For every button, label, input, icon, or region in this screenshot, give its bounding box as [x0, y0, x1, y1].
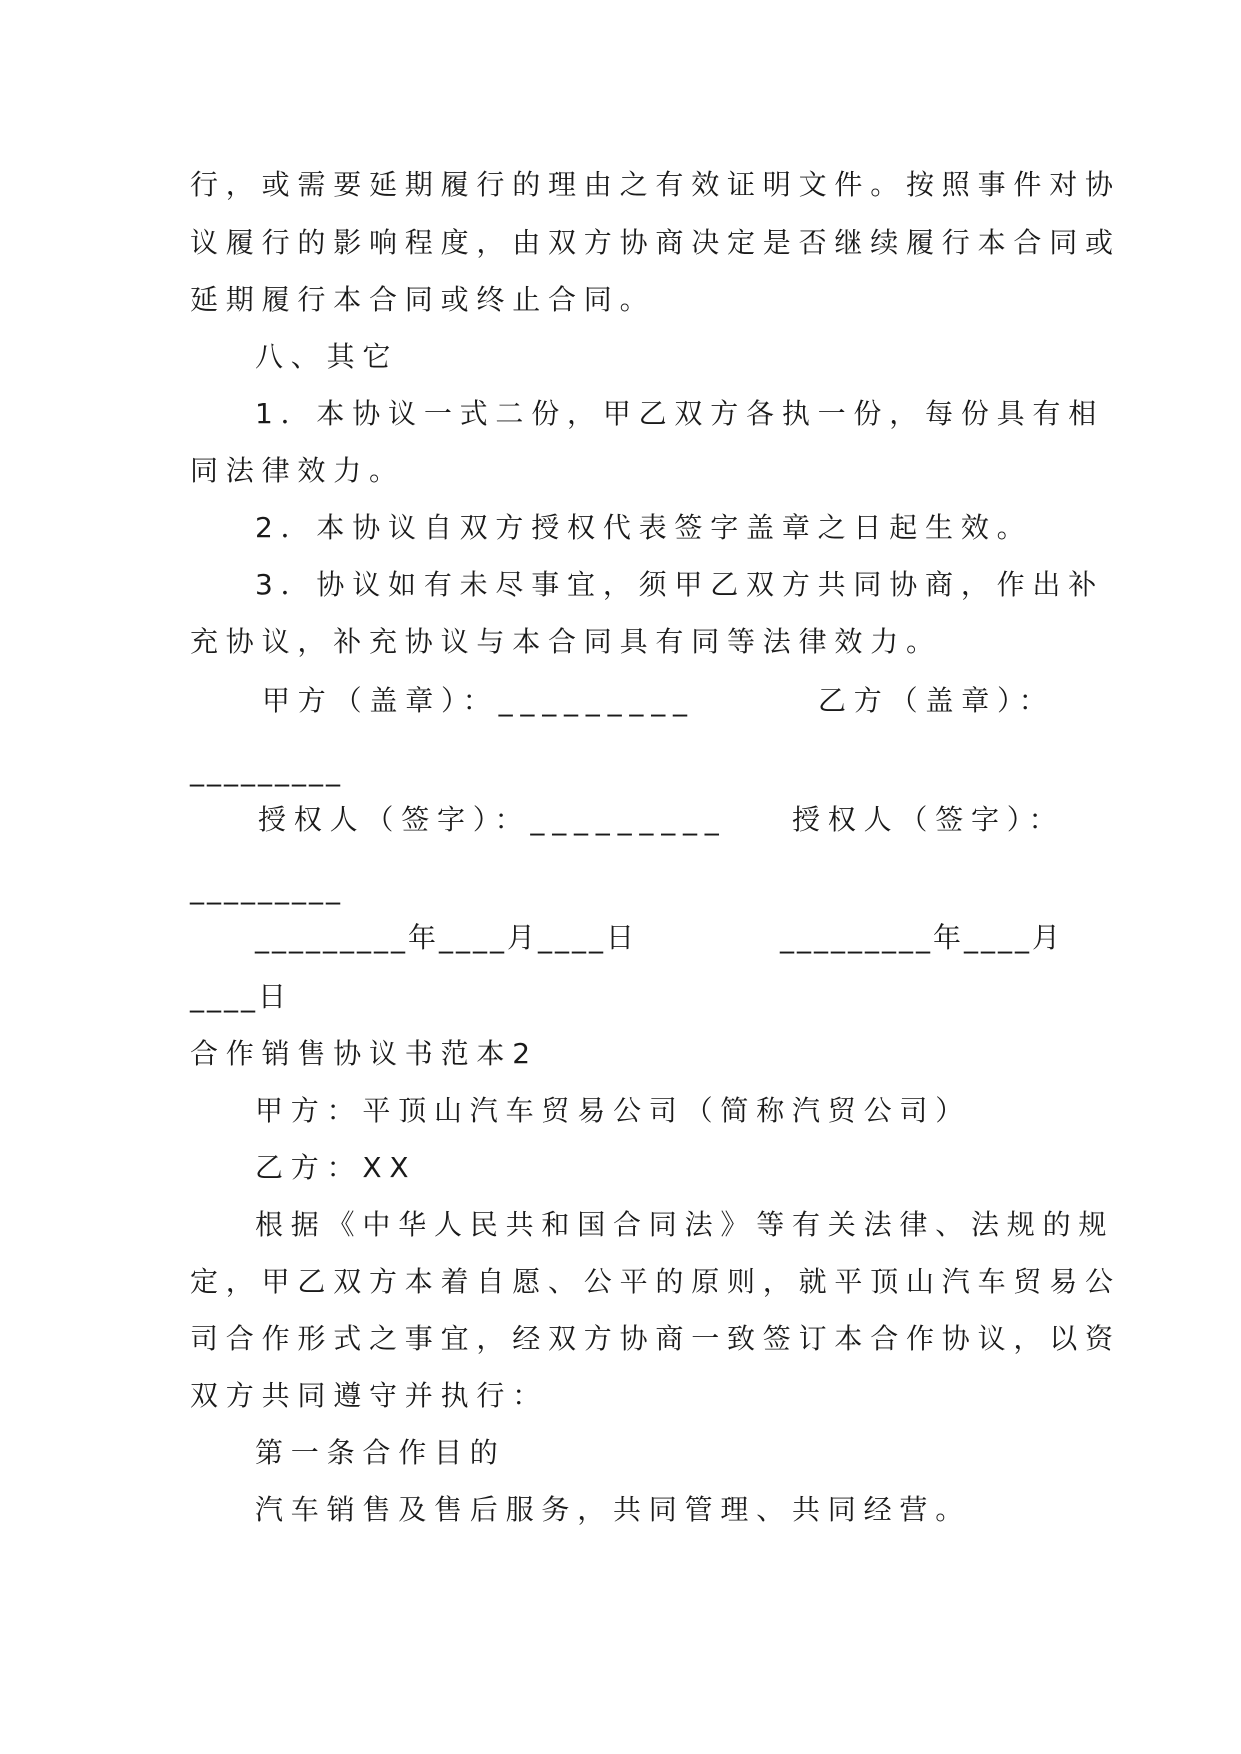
signature-date-day: ____日: [190, 980, 290, 1013]
clause-line: 充协议，补充协议与本合同具有同等法律效力。: [190, 625, 942, 658]
preamble-line: 定，甲乙双方本着自愿、公平的原则，就平顶山汽车贸易公: [190, 1265, 1121, 1298]
preamble-line: 根据《中华人民共和国合同法》等有关法律、法规的规: [255, 1208, 1115, 1241]
paragraph-line: 延期履行本合同或终止合同。: [190, 283, 656, 316]
document-title: 合作销售协议书范本2: [190, 1037, 538, 1070]
preamble-line: 司合作形式之事宜，经双方协商一致签订本合作协议，以资: [190, 1322, 1121, 1355]
article-body: 汽车销售及售后服务，共同管理、共同经营。: [255, 1493, 972, 1526]
clause-line: 3．协议如有未尽事宜，须甲乙双方共同协商，作出补: [255, 568, 1105, 601]
signature-blank: _________: [190, 754, 343, 787]
signature-date-b: _________年____月: [780, 921, 1064, 954]
party-b-line: 乙方：XX: [255, 1151, 417, 1184]
signature-party-b-seal: 乙方（盖章）：: [818, 684, 1055, 717]
paragraph-line: 议履行的影响程度，由双方协商决定是否继续履行本合同或: [190, 226, 1121, 259]
clause-line: 同法律效力。: [190, 454, 405, 487]
article-heading: 第一条合作目的: [255, 1436, 506, 1469]
signature-auth-a: 授权人（签字）：_________: [258, 803, 727, 836]
signature-auth-b: 授权人（签字）：: [792, 803, 1065, 836]
clause-line: 2．本协议自双方授权代表签字盖章之日起生效。: [255, 511, 1033, 544]
signature-date-a: _________年____月____日: [255, 921, 638, 954]
section-heading: 八、其它: [255, 340, 399, 373]
preamble-line: 双方共同遵守并执行：: [190, 1379, 549, 1412]
signature-blank: _________: [190, 872, 343, 905]
clause-line: 1．本协议一式二份，甲乙双方各执一份，每份具有相: [255, 397, 1105, 430]
party-a-line: 甲方：平顶山汽车贸易公司（简称汽贸公司）: [255, 1094, 972, 1127]
paragraph-line: 行，或需要延期履行的理由之有效证明文件。按照事件对协: [190, 168, 1121, 201]
signature-party-a-seal: 甲方（盖章）：_________: [262, 684, 695, 717]
